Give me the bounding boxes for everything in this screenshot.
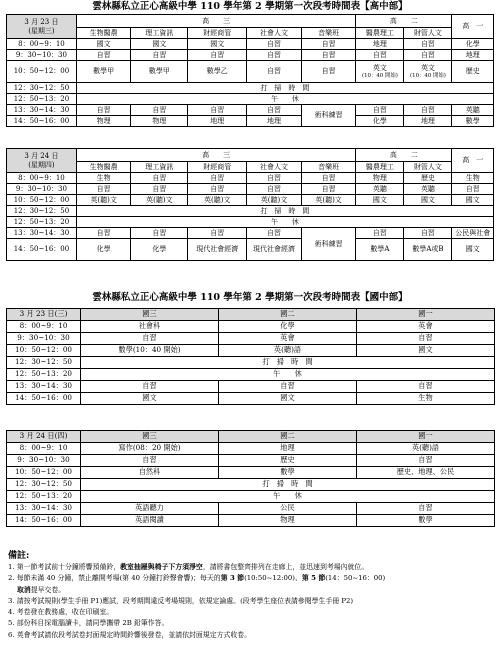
subject-cell: 英文 (10：40 開始) (404, 61, 452, 83)
subject-cell: 自習 (404, 50, 452, 61)
subject-cell: 自習 (357, 333, 495, 345)
grade3-header: 高 三 (76, 149, 356, 162)
subject-cell: 英語閱讀 (81, 515, 219, 527)
subject-cell: 自習 (356, 105, 404, 116)
time-cell: 12：30~12：50 (7, 357, 81, 369)
note-item: 3. 請按考試規則(學生手冊 P1)應試，段考期間違反考場規則，依規定論處。(段考學生座位表請參閱學生手冊 P2) (8, 596, 354, 605)
time-cell: 12：30~12：50 (7, 206, 77, 217)
subject-cell: 化學 (219, 321, 357, 333)
subject-cell: 英聽 (404, 184, 452, 195)
subject-cell: 國文 (452, 239, 494, 261)
notes-heading: 備註: (8, 551, 30, 561)
subject-cell: 自習 (301, 184, 356, 195)
time-cell: 9：30~10：30 (7, 333, 81, 345)
time-cell: 14：50~16：00 (7, 239, 77, 261)
class-header: 音樂班 (301, 162, 356, 173)
subject-cell: 英(聽)文 (301, 195, 356, 206)
time-cell: 12：30~12：50 (7, 83, 77, 94)
time-cell: 10：50~12：00 (7, 61, 77, 83)
hs-title: 雲林縣私立正心高級中學 110 學年第 2 學期第一次段考時間表【高中部】 (92, 1, 408, 12)
grade8-header: 國二 (219, 309, 357, 321)
clean-time-cell: 打 掃 時 間 (81, 357, 495, 369)
subject-cell: 歷史、地理、公民 (357, 467, 495, 479)
time-cell: 12：50~13：20 (7, 491, 81, 503)
grade2-header: 高 二 (356, 15, 452, 28)
time-cell: 14：50~16：00 (7, 116, 77, 127)
hs-table-day2 (6, 148, 494, 261)
subject-cell: 英(聽)語 (357, 443, 495, 455)
subject-cell: 地理 (452, 50, 494, 61)
class-header: 社會人文 (247, 162, 302, 173)
date-cell-day2: 3 月 24 日 (星期四) (7, 149, 77, 173)
subject-cell: 自習 (301, 39, 356, 50)
subject-cell: 自然科 (81, 467, 219, 479)
subject-cell: 自習 (131, 105, 188, 116)
subject-cell: 自習 (247, 105, 302, 116)
class-header: 財管人文 (404, 28, 452, 39)
subject-cell: 自習 (76, 50, 131, 61)
subject-cell: 物理 (356, 173, 404, 184)
time-cell: 12：50~13：20 (7, 369, 81, 381)
subject-cell: 國文 (356, 195, 404, 206)
grade3-header: 高 三 (76, 15, 356, 28)
subject-cell: 英(聽)文 (247, 195, 302, 206)
subject-cell: 英會 (219, 333, 357, 345)
lunch-break-cell: 午 休 (76, 217, 493, 228)
class-header: 財管人文 (404, 162, 452, 173)
subject-cell: 物理 (76, 116, 131, 127)
subject-cell: 地理 (219, 443, 357, 455)
subject-cell: 自習 (247, 50, 302, 61)
subject-cell: 數學 (452, 116, 494, 127)
class-header: 理工資訊 (131, 28, 188, 39)
subject-cell: 自習 (301, 61, 356, 83)
class-header: 醫農理工 (356, 28, 404, 39)
subject-cell: 國文 (404, 195, 452, 206)
subject-cell: 自習 (356, 228, 404, 239)
subject-cell: 化學 (76, 239, 131, 261)
subject-cell: 自習 (301, 50, 356, 61)
subject-cell: 自習 (357, 455, 495, 467)
grade1-header: 高 一 (452, 15, 494, 39)
subject-cell: 歷史 (452, 61, 494, 83)
subject-cell: 生物 (452, 173, 494, 184)
subject-cell: 化學 (452, 39, 494, 50)
subject-cell: 自習 (356, 50, 404, 61)
jh-table-day2 (6, 430, 495, 527)
grade2-header: 高 二 (356, 149, 452, 162)
time-cell: 13：30~14：30 (7, 228, 77, 239)
subject-cell: 自習 (131, 228, 188, 239)
grade9-header: 國三 (81, 309, 219, 321)
subject-cell: 化學 (131, 239, 188, 261)
time-cell: 8：00~9：10 (7, 39, 77, 50)
subject-cell: 數學 (219, 467, 357, 479)
subject-cell: 歷史 (219, 455, 357, 467)
subject-cell: 自習 (357, 381, 495, 393)
time-cell: 8：00~9：10 (7, 173, 77, 184)
time-cell: 13：30~14：30 (7, 503, 81, 515)
subject-cell: 自習 (301, 173, 356, 184)
subject-cell: 數學A (356, 239, 404, 261)
subject-cell: 自習 (452, 184, 494, 195)
class-header: 音樂班 (301, 28, 356, 39)
subject-cell: 英聽 (452, 105, 494, 116)
time-cell: 10：50~12：00 (7, 195, 77, 206)
subject-cell: 自習 (219, 381, 357, 393)
class-header: 生物醫農 (76, 28, 131, 39)
subject-cell: 自習 (188, 50, 247, 61)
subject-cell: 現代社會經濟 (247, 239, 302, 261)
subject-cell: 自習 (188, 105, 247, 116)
grade1-header: 高 一 (452, 149, 494, 173)
time-cell: 12：50~13：20 (7, 217, 77, 228)
note-item: 6. 英會考試請依段考試卷封面規定時間鈴響後發卷，並請依封面規定方式收卷。 (8, 630, 252, 639)
subject-cell: 自習 (81, 381, 219, 393)
subject-cell: 公民與社會 (452, 228, 494, 239)
subject-cell: 國文 (76, 39, 131, 50)
subject-cell: 自習 (131, 173, 188, 184)
subject-cell: 自習 (247, 61, 302, 83)
subject-cell: 英語聽力 (81, 503, 219, 515)
time-cell: 9：30~10：30 (7, 184, 77, 195)
subject-cell: 自習 (76, 228, 131, 239)
subject-cell: 數學乙 (188, 61, 247, 83)
time-cell: 14：50~16：00 (7, 515, 81, 527)
grade7-header: 國一 (357, 431, 495, 443)
grade7-header: 國一 (357, 309, 495, 321)
subject-cell: 自習 (188, 184, 247, 195)
subject-cell: 國文 (219, 393, 357, 405)
time-cell: 8：00~9：10 (7, 321, 81, 333)
subject-cell: 英(聽)語 (219, 345, 357, 357)
subject-cell: 自習 (76, 184, 131, 195)
subject-cell: 英文 (10：40 開始) (356, 61, 404, 83)
date-cell-day2: 3 月 24 日(四) (7, 431, 81, 443)
subject-cell: 自習 (131, 184, 188, 195)
date-cell-day1: 3 月 23 日(三) (7, 309, 81, 321)
subject-cell: 物理 (131, 116, 188, 127)
note-item: 取消提早交卷。 (17, 585, 66, 594)
subject-cell: 國文 (81, 393, 219, 405)
date-cell-day1: 3 月 23 日 (星期三) (7, 15, 77, 39)
subject-cell: 英(聽)文 (188, 195, 247, 206)
subject-cell: 地理 (188, 116, 247, 127)
jh-table-day1 (6, 308, 495, 405)
subject-cell: 地理 (247, 116, 302, 127)
subject-cell: 自習 (81, 333, 219, 345)
subject-cell: 自習 (188, 228, 247, 239)
subject-cell: 自習 (404, 39, 452, 50)
subject-cell: 生物 (76, 173, 131, 184)
class-header: 社會人文 (247, 28, 302, 39)
subject-cell: 自習 (76, 105, 131, 116)
clean-time-cell: 打 掃 時 間 (81, 479, 495, 491)
hs-table-day1 (6, 14, 494, 127)
note-item: 1. 第一節考試前十分鐘將響預備鈴，教室抽屜與椅子下方須淨空，請將書包整齊排列在走廊上，並迅速到考場內就位。 (8, 563, 369, 571)
subject-cell: 國文 (131, 39, 188, 50)
subject-cell: 化學 (356, 116, 404, 127)
subject-cell: 國文 (357, 345, 495, 357)
clean-time-cell: 打 掃 時 間 (76, 206, 493, 217)
subject-cell: 數學甲 (76, 61, 131, 83)
class-header: 醫農理工 (356, 162, 404, 173)
subject-cell: 公民 (219, 503, 357, 515)
time-cell: 13：30~14：30 (7, 381, 81, 393)
subject-cell: 英(聽)文 (76, 195, 131, 206)
subject-cell: 自習 (247, 39, 302, 50)
subject-cell: 社會科 (81, 321, 219, 333)
subject-cell: 自習 (247, 173, 302, 184)
class-header: 財經商管 (188, 162, 247, 173)
subject-cell: 自習 (404, 228, 452, 239)
subject-cell: 歷史 (404, 173, 452, 184)
note-item: 2. 每節未滿 40 分鐘，禁止離開考場(第 40 分鐘打鈴聲會響)；每天的第 3 節(10:50~12:00)、第 5 節(14：50~16：00) (8, 574, 386, 583)
subject-cell: 自習 (357, 503, 495, 515)
clean-time-cell: 打 掃 時 間 (76, 83, 493, 94)
subject-cell: 國文 (452, 195, 494, 206)
grade9-header: 國三 (81, 431, 219, 443)
subject-cell: 數學A或B (404, 239, 452, 261)
art-practice-cell: 術科練習 (301, 105, 356, 127)
subject-cell: 數學(10：40 開始) (81, 345, 219, 357)
lunch-break-cell: 午 休 (76, 94, 493, 105)
note-item: 5. 部份科目採電腦讀卡，請同學攜帶 2B 鉛筆作答。 (8, 619, 169, 628)
subject-cell: 自習 (188, 173, 247, 184)
time-cell: 10：50~12：00 (7, 345, 81, 357)
subject-cell: 國文 (188, 39, 247, 50)
subject-cell: 英聽 (356, 184, 404, 195)
subject-cell: 自習 (81, 455, 219, 467)
jh-title: 雲林縣私立正心高級中學 110 學年第 2 學期第一次段考時間表【國中部】 (92, 292, 408, 303)
time-cell: 14：50~16：00 (7, 393, 81, 405)
subject-cell: 數學甲 (131, 61, 188, 83)
subject-cell: 地理 (404, 116, 452, 127)
time-cell: 8：00~9：10 (7, 443, 81, 455)
class-header: 財經商管 (188, 28, 247, 39)
subject-cell: 自習 (404, 105, 452, 116)
note-item: 4. 考卷發在教務處，收在印刷室。 (8, 608, 114, 617)
subject-cell: 現代社會經濟 (188, 239, 247, 261)
subject-cell: 英(聽)文 (131, 195, 188, 206)
time-cell: 10：50~12：00 (7, 467, 81, 479)
time-cell: 13：30~14：30 (7, 105, 77, 116)
subject-cell: 自習 (247, 184, 302, 195)
subject-cell: 自習 (131, 50, 188, 61)
art-practice-cell: 術科練習 (301, 228, 356, 261)
time-cell: 9：30~10：30 (7, 455, 81, 467)
time-cell: 9：30~10：30 (7, 50, 77, 61)
lunch-break-cell: 午 休 (81, 491, 495, 503)
time-cell: 12：50~13：20 (7, 94, 77, 105)
subject-cell: 地理 (356, 39, 404, 50)
subject-cell: 數學 (357, 515, 495, 527)
subject-cell: 物理 (219, 515, 357, 527)
time-cell: 12：30~12：50 (7, 479, 81, 491)
subject-cell: 自習 (247, 228, 302, 239)
class-header: 生物醫農 (76, 162, 131, 173)
grade8-header: 國二 (219, 431, 357, 443)
subject-cell: 生物 (357, 393, 495, 405)
subject-cell: 英會 (357, 321, 495, 333)
lunch-break-cell: 午 休 (81, 369, 495, 381)
subject-cell: 寫作(08：20 開始) (81, 443, 219, 455)
class-header: 理工資訊 (131, 162, 188, 173)
notes-section (8, 550, 496, 641)
